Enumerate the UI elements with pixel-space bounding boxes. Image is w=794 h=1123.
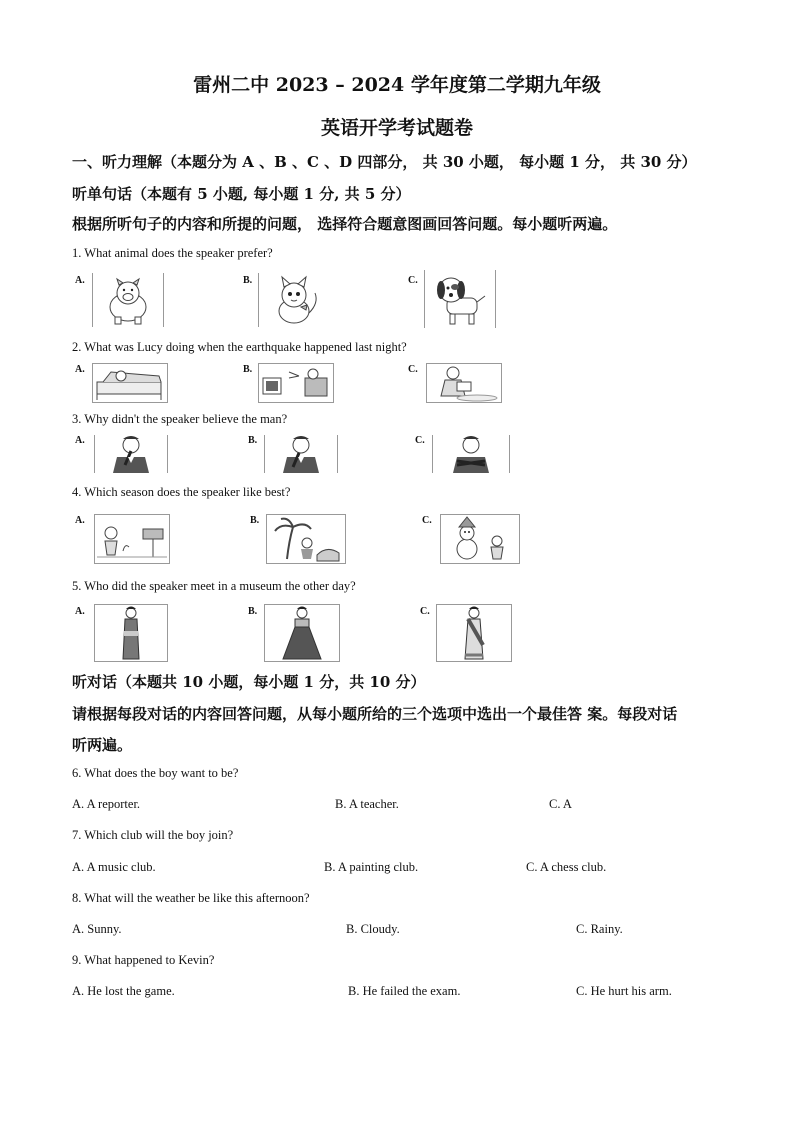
question-3: 3. Why didn't the speaker believe the man? (72, 412, 288, 426)
question-9: 9. What happened to Kevin? (72, 953, 215, 967)
option-label-c: C. (408, 275, 418, 286)
option-c: C. Rainy. (576, 922, 623, 936)
winter-snowman-icon (440, 514, 520, 564)
option-b: B. He failed the exam. (348, 984, 461, 998)
question-6: 6. What does the boy want to be? (72, 766, 239, 780)
man-touching-nose-icon (94, 435, 168, 473)
option-label-b: B. (248, 606, 258, 617)
option-label-a: A. (75, 275, 85, 286)
question-4: 4. Which season does the speaker like best? (72, 485, 291, 499)
partA-instruction: 根据所听句子的内容和所提的问题， 选择符合题意图画回答问题。每小题听两遍。 (72, 215, 618, 233)
question-5: 5. Who did the speaker meet in a museum the other day? (72, 579, 356, 593)
option-label-a: A. (75, 606, 85, 617)
option-label-a: A. (75, 364, 85, 375)
sleeping-in-bed-icon (92, 363, 168, 403)
question-7: 7. Which club will the boy join? (72, 828, 234, 842)
option-a: A. A music club. (72, 860, 156, 874)
option-c: C. A chess club. (526, 860, 607, 874)
woman-sari-icon (436, 604, 512, 662)
partB-instruction-line1: 请根据每段对话的内容回答问题，从每小题所给的三个选项中选出一个最佳答 案。每段对话 (72, 705, 678, 723)
exam-title-line2: 英语开学考试题卷 (320, 117, 473, 139)
question-1: 1. What animal does the speaker prefer? (72, 246, 273, 260)
option-label-b: B. (248, 435, 258, 446)
watching-tv-icon (258, 363, 334, 403)
option-label-a: A. (75, 515, 85, 526)
option-c: C. A (549, 797, 572, 811)
option-b: B. A teacher. (335, 797, 399, 811)
option-label-b: B. (243, 364, 253, 375)
option-c: C. He hurt his arm. (576, 984, 672, 998)
option-b: B. A painting club. (324, 860, 419, 874)
option-label-c: C. (408, 364, 418, 375)
summer-beach-icon (266, 514, 346, 564)
man-arms-crossed-icon (432, 435, 510, 473)
option-label-c: C. (422, 515, 432, 526)
option-label-c: C. (415, 435, 425, 446)
cat-icon (258, 273, 329, 327)
man-touching-chin-icon (264, 435, 338, 473)
partB-heading: 听对话（本题共 10 小题，每小题 1 分，共 10 分） (72, 673, 426, 691)
pig-icon (92, 273, 164, 327)
option-label-b: B. (250, 515, 260, 526)
option-label-a: A. (75, 435, 85, 446)
option-b: B. Cloudy. (346, 922, 400, 936)
exam-title-line1: 雷州二中 2023 – 2024 学年度第二学期九年级 (193, 74, 601, 96)
woman-kimono-icon (94, 604, 168, 662)
partA-heading: 听单句话（本题有 5 小题, 每小题 1 分, 共 5 分） (72, 185, 411, 203)
option-label-b: B. (243, 275, 253, 286)
dog-icon (424, 270, 496, 328)
partB-instruction-line2: 听两遍。 (72, 736, 133, 754)
question-2: 2. What was Lucy doing when the earthquake happened last night? (72, 340, 407, 354)
option-a: A. A reporter. (72, 797, 141, 811)
option-label-c: C. (420, 606, 430, 617)
section1-heading: 一、听力理解（本题分为 A 、B 、C 、D 四部分， 共 30 小题， 每小题 1 分， 共 30 分） (72, 153, 697, 171)
question-8: 8. What will the weather be like this afternoon? (72, 891, 310, 905)
woman-hanbok-icon (264, 604, 340, 662)
option-a: A. He lost the game. (72, 984, 175, 998)
reading-icon (426, 363, 502, 403)
option-a: A. Sunny. (72, 922, 122, 936)
spring-planting-icon (94, 514, 170, 564)
